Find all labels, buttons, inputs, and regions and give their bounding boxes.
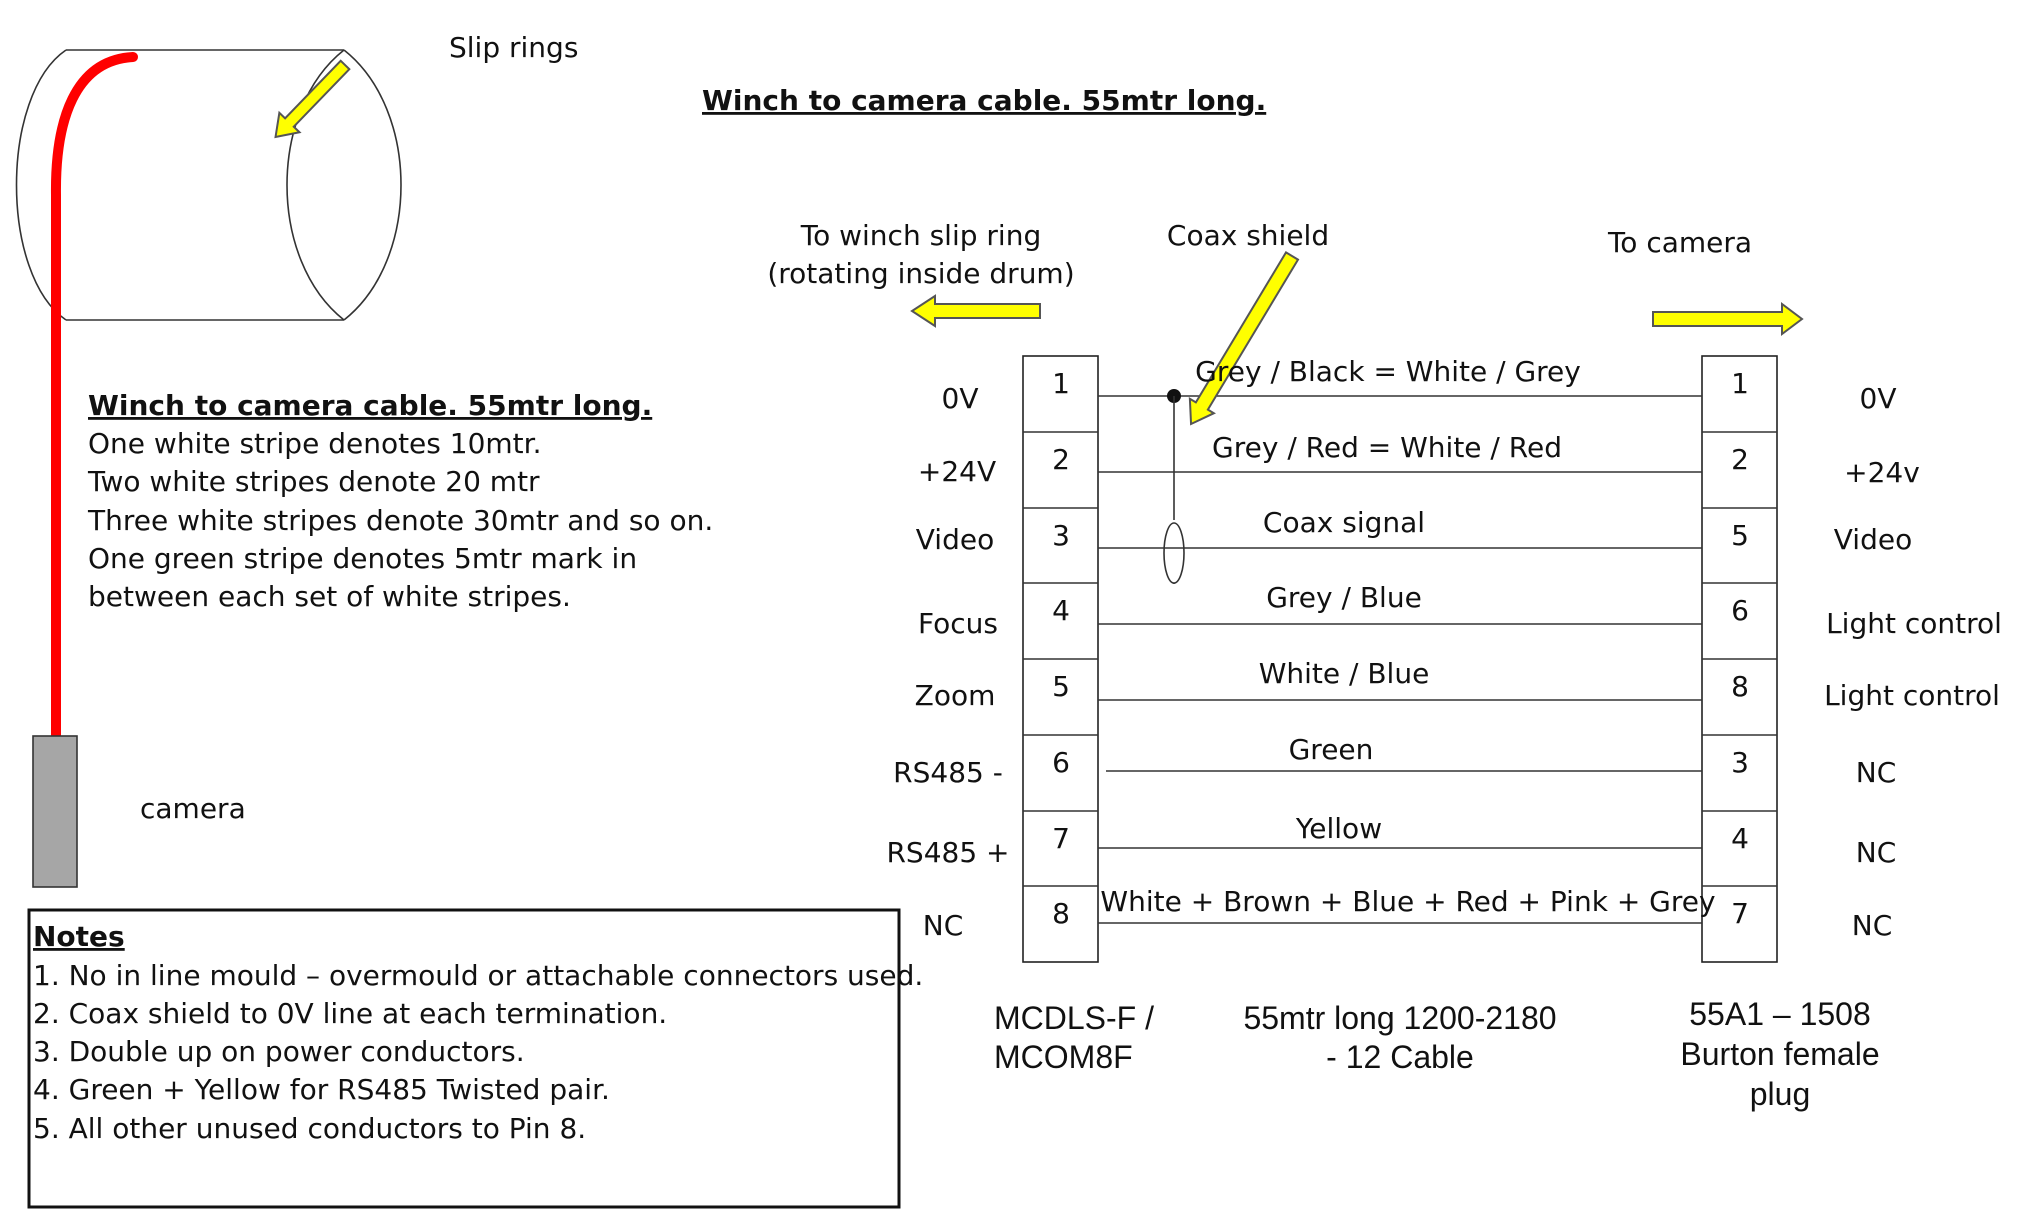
coax-shield-arrow <box>1179 249 1304 431</box>
left-signal-7: RS485 + <box>886 836 1010 869</box>
slip-rings-label: Slip rings <box>449 31 579 64</box>
to-camera-arrow <box>1653 304 1802 334</box>
stripe-note-3: Three white stripes denote 30mtr and so on. <box>88 504 714 537</box>
wire-label-6: Green <box>1288 733 1374 766</box>
left-pin-8: 8 <box>1052 897 1070 930</box>
wire-label-3: Coax signal <box>1262 506 1426 539</box>
right-pin-8: 7 <box>1731 897 1749 930</box>
right-pin-7: 4 <box>1731 822 1749 855</box>
left-connector-caption-2: MCOM8F <box>994 1039 1133 1075</box>
note-1: 1. No in line mould – overmould or attachable connectors used. <box>33 959 924 992</box>
wire-label-5: White / Blue <box>1258 657 1430 690</box>
stripe-note-2: Two white stripes denote 20 mtr <box>88 465 540 498</box>
to-camera-label: To camera <box>1607 226 1753 259</box>
right-pin-4: 6 <box>1731 594 1749 627</box>
right-pin-6: 3 <box>1731 746 1749 779</box>
left-title: Winch to camera cable. 55mtr long. <box>88 389 653 422</box>
right-connector-caption-1: 55A1 – 1508 <box>1689 996 1871 1032</box>
right-signal-8: NC <box>1851 909 1893 942</box>
left-signal-5: Zoom <box>914 679 996 712</box>
left-pin-5: 5 <box>1052 670 1070 703</box>
to-winch-label-2: (rotating inside drum) <box>767 257 1075 290</box>
right-pin-1: 1 <box>1731 367 1749 400</box>
coax-shield <box>1164 389 1184 584</box>
note-2: 2. Coax shield to 0V line at each termination. <box>33 997 668 1030</box>
cable-caption-1: 55mtr long 1200-2180 <box>1243 1000 1557 1036</box>
right-signal-4: Light control <box>1826 607 2002 640</box>
to-winch-arrow <box>912 296 1040 326</box>
left-signal-1: 0V <box>941 382 979 415</box>
slip-rings-arrow <box>265 55 355 146</box>
right-signal-3: Video <box>1833 523 1913 556</box>
left-signal-2: +24V <box>917 455 997 488</box>
camera-label: camera <box>140 792 246 825</box>
stripe-note-1: One white stripe denotes 10mtr. <box>88 427 542 460</box>
left-signal-4: Focus <box>918 607 998 640</box>
left-connector-caption-1: MCDLS-F / <box>994 1000 1154 1036</box>
note-3: 3. Double up on power conductors. <box>33 1035 525 1068</box>
left-pin-1: 1 <box>1052 367 1070 400</box>
right-connector-caption-3: plug <box>1749 1076 1811 1112</box>
right-signal-1: 0V <box>1859 382 1897 415</box>
right-signal-5: Light control <box>1824 679 2000 712</box>
left-pin-3: 3 <box>1052 519 1070 552</box>
right-pin-3: 5 <box>1731 519 1749 552</box>
right-pin-2: 2 <box>1731 443 1749 476</box>
left-signal-3: Video <box>915 523 995 556</box>
left-signal-6: RS485 - <box>893 756 1003 789</box>
wire-label-7: Yellow <box>1295 812 1383 845</box>
right-pin-5: 8 <box>1731 670 1749 703</box>
coax-shield-label: Coax shield <box>1166 219 1330 252</box>
left-pin-6: 6 <box>1052 746 1070 779</box>
right-signal-2: +24v <box>1844 456 1920 489</box>
wire-label-1: Grey / Black = White / Grey <box>1195 355 1581 388</box>
cable-caption-2: - 12 Cable <box>1326 1039 1474 1075</box>
to-winch-label-1: To winch slip ring <box>800 219 1042 252</box>
left-signal-8: NC <box>922 909 964 942</box>
camera-body <box>33 736 77 887</box>
right-signal-6: NC <box>1855 756 1897 789</box>
note-4: 4. Green + Yellow for RS485 Twisted pair. <box>33 1073 610 1106</box>
wire-label-2: Grey / Red = White / Red <box>1212 431 1562 464</box>
left-pin-4: 4 <box>1052 594 1070 627</box>
right-signal-7: NC <box>1855 836 1897 869</box>
wire-label-8: White + Brown + Blue + Red + Pink + Grey <box>1100 885 1716 918</box>
notes-title: Notes <box>33 920 125 953</box>
stripe-note-5: between each set of white stripes. <box>88 580 571 613</box>
right-connector-caption-2: Burton female <box>1680 1036 1880 1072</box>
wire-label-4: Grey / Blue <box>1266 581 1422 614</box>
left-pin-2: 2 <box>1052 443 1070 476</box>
note-5: 5. All other unused conductors to Pin 8. <box>33 1112 587 1145</box>
stripe-note-4: One green stripe denotes 5mtr mark in <box>88 542 638 575</box>
left-pin-7: 7 <box>1052 822 1070 855</box>
main-title: Winch to camera cable. 55mtr long. <box>702 84 1267 117</box>
